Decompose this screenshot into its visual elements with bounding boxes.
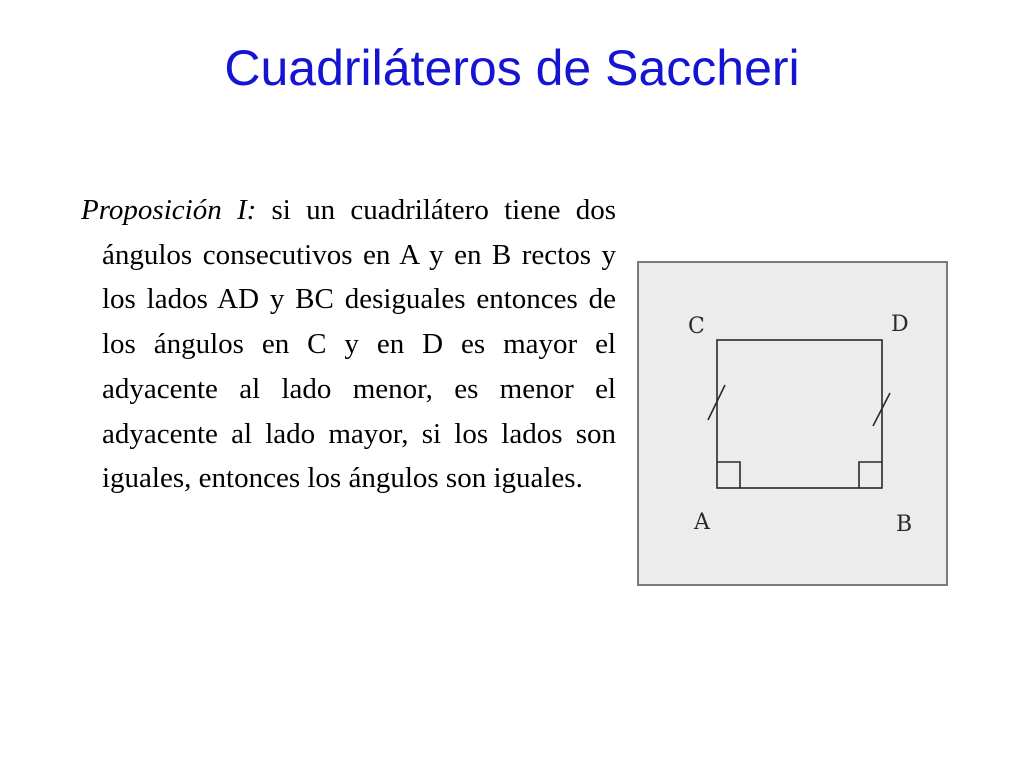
vertex-label-c: C [688, 314, 705, 339]
quadrilateral-outline [717, 340, 882, 488]
right-angle-mark-b [859, 462, 882, 488]
right-angle-mark-a [717, 462, 740, 488]
vertex-label-b: B [896, 512, 913, 537]
proposition-text: si un cuadrilátero tiene dos ángulos consecutivos en A y en B rectos y los lados AD y BC desiguales entonces de los ángulos en C y en D es mayor el adyacente al lado menor, es menor el adyacente al lado mayor, si los lados son iguales, entonces los ángulos son iguales. [102, 194, 616, 495]
figure-drawing [639, 263, 946, 584]
saccheri-quadrilateral-figure [637, 261, 948, 586]
proposition-paragraph [81, 188, 616, 501]
slide-title: Cuadriláteros de Saccheri [224, 40, 800, 96]
proposition-label: Proposición I: [81, 194, 257, 226]
vertex-label-d: D [891, 312, 909, 337]
vertex-label-a: A [694, 510, 710, 535]
